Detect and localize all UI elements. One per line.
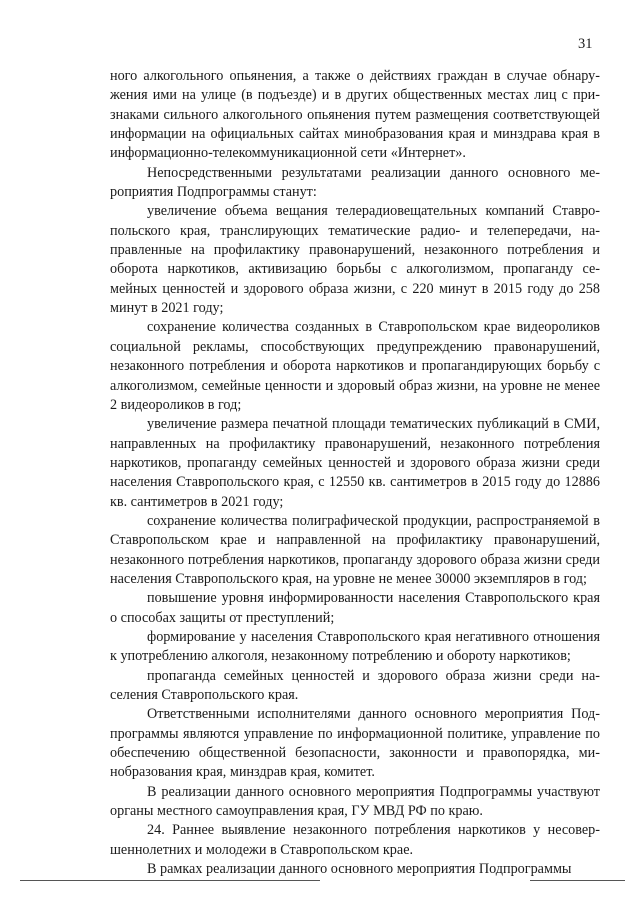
paragraph: увеличение объема вещания телерадиовещательных компаний Ставропольского края, транслирующих тематические радио- и телепередачи, направленные на профилактику правонарушений, незаконного потребления и оборота наркотиков, активизацию борьбы с алкоголизмом, пропаганду семейных ценностей и здорового образа жизни, с 220 минут в 2015 году до 258 минут в 2021 году; [110,203,600,317]
paragraph: Ответственными исполнителями данного основного мероприятия Подпрограммы являются управление по информационной политике, управление по обеспечению общественной безопасности, законности и правопорядка, минобразования края, минздрав края, комитет. [110,706,600,781]
paragraph: повышение уровня информированности населения Ставропольского края о способах защиты от преступлений; [110,590,600,626]
paragraph: В рамках реализации данного основного мероприятия Подпрограммы [147,861,572,878]
paragraph: ного алкогольного опьянения, а также о действиях граждан в случае обнаружения ими на улице (в подъезде) и в других общественных местах лиц с признаками сильного алкогольного опьянения путем размещения соответствующей информации на официальных сайтах минобразования края и минздрава края в информационно-телекоммуникационной сети «Интернет». [110,68,600,162]
footer-rule-right [530,880,625,881]
paragraph: пропаганда семейных ценностей и здорового образа жизни среди населения Ставропольского края. [110,667,600,703]
paragraph: В реализации данного основного мероприятия Подпрограммы участвуют органы местного самоуправления края, ГУ МВД РФ по краю. [110,783,600,820]
paragraph: сохранение количества созданных в Ставропольском крае видеороликов социальной рекламы, способствующих предупреждению правонарушений, незаконного потребления и оборота наркотиков и пропагандирующих борьбу с алкоголизмом, семейные ценности и здоровый образ жизни, на уровне не менее 2 видеороликов в год; [110,319,600,413]
paragraph: сохранение количества полиграфической продукции, распространяемой в Ставропольском крае и направленной на профилактику правонарушений, незаконного потребления наркотиков, пропаганду здорового образа жизни среди населения Ставропольского края, на уровне не менее 30000 экземпляров в год; [110,512,600,587]
paragraph: увеличение размера печатной площади тематических публикаций в СМИ, направленных на профилактику правонарушений, незаконного потребления наркотиков, пропаганду семейных ценностей и здорового образа жизни среди населения Ставропольского края, с 12550 кв. сантиметров в 2015 году до 12886 кв. сантиметров в 2021 году; [110,416,600,510]
paragraph: Непосредственными результатами реализации данного основного мероприятия Подпрограммы станут: [110,164,600,201]
page-number: 31 [578,36,593,52]
paragraph: формирование у населения Ставропольского края негативного отношения к употреблению алкоголя, незаконному потреблению и обороту наркотиков; [110,628,600,665]
footer-rule-left [20,880,320,881]
document-body [110,67,600,879]
paragraph: 24. Раннее выявление незаконного потребления наркотиков у несовершеннолетних и молодежи в Ставропольском крае. [110,822,600,858]
